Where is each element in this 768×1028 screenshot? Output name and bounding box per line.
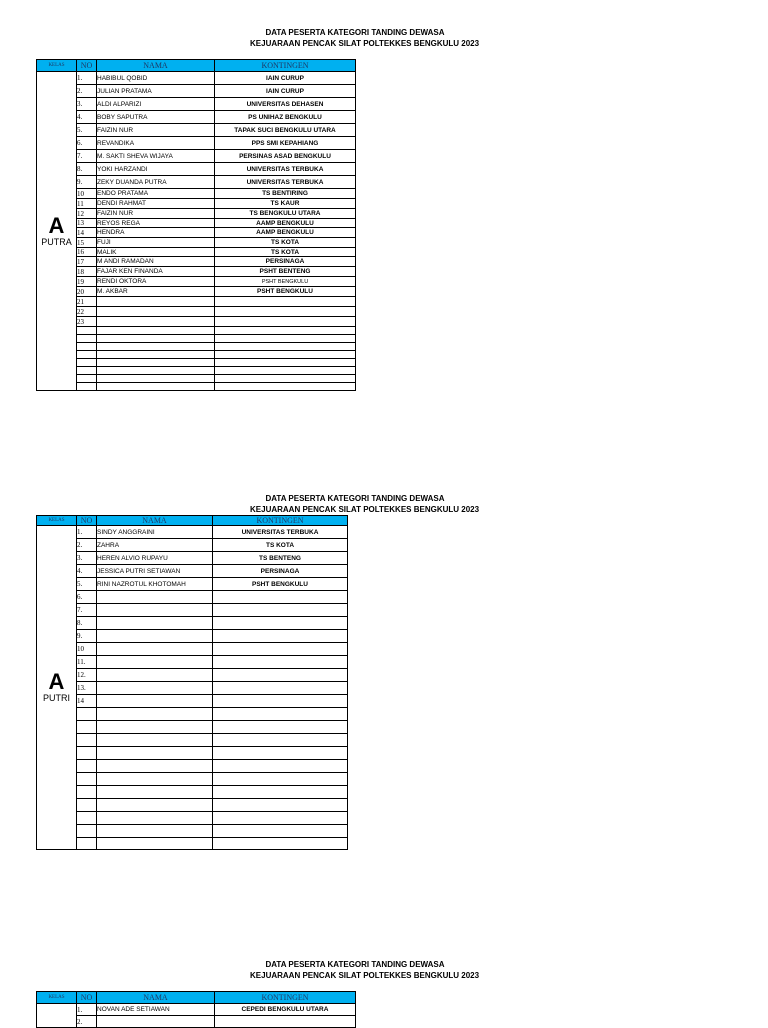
participant-name: JESSICA PUTRI SETIAWAN	[97, 565, 213, 578]
row-number: 11	[77, 199, 97, 209]
row-number	[77, 812, 97, 825]
participant-name	[97, 1016, 215, 1028]
table-row	[37, 383, 356, 391]
row-number: 17	[77, 257, 97, 267]
table-row	[37, 630, 348, 643]
participant-kontingen	[215, 351, 356, 359]
table-row	[37, 248, 356, 257]
row-number: 8.	[77, 617, 97, 630]
row-number: 7.	[77, 604, 97, 617]
participant-name: FAIZIN NUR	[97, 209, 215, 219]
row-number	[77, 747, 97, 760]
participant-kontingen	[215, 383, 356, 391]
participant-name	[97, 317, 215, 327]
participant-kontingen: PERSINAS ASAD BENGKULU	[215, 150, 356, 163]
table-row	[37, 277, 356, 287]
table-row	[37, 760, 348, 773]
participant-name: BOBY SAPUTRA	[97, 111, 215, 124]
participant-table	[36, 515, 348, 850]
kelas-gender: PUTRI	[43, 693, 70, 703]
participant-name: SINDY ANGGRAINI	[97, 526, 213, 539]
row-number: 22	[77, 307, 97, 317]
participant-name	[97, 773, 213, 786]
participant-kontingen: AAMP BENGKULU	[215, 228, 356, 238]
participant-name	[97, 604, 213, 617]
participant-name: ZAHRA	[97, 539, 213, 552]
row-number: 19	[77, 277, 97, 287]
header-nama: NAMA	[97, 992, 215, 1004]
row-number: 12	[77, 209, 97, 219]
title-line-1: DATA PESERTA KATEGORI TANDING DEWASA	[265, 494, 445, 503]
table-row	[37, 375, 356, 383]
participant-kontingen	[213, 643, 348, 656]
participant-kontingen	[213, 669, 348, 682]
table-row	[37, 565, 348, 578]
table-row	[37, 734, 348, 747]
table-row	[37, 695, 348, 708]
participant-name: DENDI RAHMAT	[97, 199, 215, 209]
participant-name: RINI NAZROTUL KHOTOMAH	[97, 578, 213, 591]
row-number: 2.	[77, 539, 97, 552]
participant-name: M. SAKTI SHEVA WIJAYA	[97, 150, 215, 163]
participant-kontingen	[213, 682, 348, 695]
participant-kontingen: IAIN CURUP	[215, 72, 356, 85]
participant-kontingen	[213, 604, 348, 617]
table-row	[37, 708, 348, 721]
table-row	[37, 1016, 356, 1028]
participant-kontingen: UNIVERSITAS TERBUKA	[215, 163, 356, 176]
participant-kontingen: UNIVERSITAS TERBUKA	[213, 526, 348, 539]
participant-name	[97, 351, 215, 359]
table-row	[37, 604, 348, 617]
participant-name	[97, 327, 215, 335]
table-row	[37, 111, 356, 124]
participant-name	[97, 383, 215, 391]
table-row	[37, 552, 348, 565]
row-number	[77, 359, 97, 367]
participant-kontingen	[213, 812, 348, 825]
participant-kontingen	[213, 734, 348, 747]
participant-name	[97, 760, 213, 773]
participant-name	[97, 695, 213, 708]
participant-name	[97, 721, 213, 734]
row-number	[77, 708, 97, 721]
header-kontingen: KONTINGEN	[215, 992, 356, 1004]
row-number	[77, 786, 97, 799]
participant-name	[97, 367, 215, 375]
row-number	[77, 838, 97, 850]
participant-kontingen	[213, 838, 348, 850]
table-row	[37, 1004, 356, 1016]
row-number: 1.	[77, 1004, 97, 1016]
participant-name	[97, 786, 213, 799]
row-number	[77, 825, 97, 838]
participant-kontingen	[213, 786, 348, 799]
participant-kontingen	[215, 327, 356, 335]
row-number: 14	[77, 695, 97, 708]
participant-name: ZEKY DUANDA PUTRA	[97, 176, 215, 189]
row-number: 12.	[77, 669, 97, 682]
header-no: NO	[77, 992, 97, 1004]
participant-name	[97, 335, 215, 343]
header-nama: NAMA	[97, 516, 213, 526]
participant-name: M. AKBAR	[97, 287, 215, 297]
table-row	[37, 317, 356, 327]
table-row	[37, 786, 348, 799]
participant-kontingen	[213, 656, 348, 669]
row-number	[77, 335, 97, 343]
participant-name	[97, 297, 215, 307]
row-number: 9.	[77, 176, 97, 189]
table-row	[37, 721, 348, 734]
row-number: 2.	[77, 1016, 97, 1028]
participant-kontingen: PSHT BENGKULU	[215, 287, 356, 297]
participant-name	[97, 617, 213, 630]
table-row	[37, 163, 356, 176]
row-number: 18	[77, 267, 97, 277]
table-row	[37, 367, 356, 375]
row-number	[77, 375, 97, 383]
row-number: 3.	[77, 98, 97, 111]
row-number	[77, 383, 97, 391]
participant-kontingen	[215, 359, 356, 367]
row-number	[77, 343, 97, 351]
participant-name	[97, 591, 213, 604]
participant-name	[97, 359, 215, 367]
table-row	[37, 287, 356, 297]
participant-name: HENDRA	[97, 228, 215, 238]
table-row	[37, 773, 348, 786]
row-number: 15	[77, 238, 97, 248]
kelas-cell	[37, 526, 77, 850]
participant-name: FUJI	[97, 238, 215, 248]
kelas-letter: A	[48, 669, 65, 694]
table-row	[37, 825, 348, 838]
participant-kontingen	[215, 307, 356, 317]
table-row	[37, 799, 348, 812]
table-row	[37, 359, 356, 367]
participant-kontingen	[215, 1016, 356, 1028]
table-row	[37, 267, 356, 277]
header-no: NO	[77, 60, 97, 72]
table-row	[37, 351, 356, 359]
row-number: 20	[77, 287, 97, 297]
row-number: 4.	[77, 111, 97, 124]
participant-kontingen: PPS SMI KEPAHIANG	[215, 137, 356, 150]
table-row	[37, 327, 356, 335]
participant-name	[97, 307, 215, 317]
header-kelas: KELAS	[37, 516, 77, 526]
participant-kontingen: TS BENTIRING	[215, 189, 356, 199]
participant-name	[97, 734, 213, 747]
participant-table	[36, 59, 356, 391]
participant-name: FAIZIN NUR	[97, 124, 215, 137]
header-no: NO	[77, 516, 97, 526]
title-line-1: DATA PESERTA KATEGORI TANDING DEWASA	[265, 28, 445, 37]
participant-name: YOKI HARZANDI	[97, 163, 215, 176]
participant-name	[97, 799, 213, 812]
participant-kontingen	[215, 343, 356, 351]
title-line-2: KEJUARAAN PENCAK SILAT POLTEKKES BENGKULU 2023	[250, 505, 480, 514]
participant-table	[36, 991, 356, 1028]
participant-kontingen	[215, 317, 356, 327]
participant-kontingen	[213, 721, 348, 734]
participant-kontingen	[213, 760, 348, 773]
row-number: 9.	[77, 630, 97, 643]
table-row	[37, 617, 348, 630]
participant-name: RENDI OKTORA	[97, 277, 215, 287]
table-row	[37, 669, 348, 682]
table-row	[37, 812, 348, 825]
table-row	[37, 257, 356, 267]
table-row	[37, 176, 356, 189]
kelas-letter: A	[48, 212, 65, 238]
row-number: 3.	[77, 552, 97, 565]
row-number: 6.	[77, 591, 97, 604]
participant-kontingen: TS BENTENG	[213, 552, 348, 565]
participant-name	[97, 708, 213, 721]
participant-kontingen	[213, 799, 348, 812]
row-number: 16	[77, 248, 97, 257]
row-number: 14	[77, 228, 97, 238]
participant-kontingen: UNIVERSITAS DEHASEN	[215, 98, 356, 111]
section-title	[250, 959, 480, 981]
kelas-gender: PUTRA	[41, 236, 72, 247]
table-row	[37, 307, 356, 317]
header-kelas: KELAS	[37, 60, 77, 72]
table-row	[37, 335, 356, 343]
table-row	[37, 578, 348, 591]
participant-kontingen: TS KAUR	[215, 199, 356, 209]
participant-kontingen: PSHT BENGKULU	[213, 578, 348, 591]
table-row	[37, 219, 356, 228]
row-number: 23	[77, 317, 97, 327]
table-row	[37, 72, 356, 85]
header-nama: NAMA	[97, 60, 215, 72]
row-number: 5.	[77, 578, 97, 591]
participant-kontingen	[213, 695, 348, 708]
participant-kontingen: PERSINAGA	[213, 565, 348, 578]
table-row	[37, 656, 348, 669]
participant-name	[97, 630, 213, 643]
participant-name: MALIK	[97, 248, 215, 257]
participant-kontingen: TS KOTA	[213, 539, 348, 552]
section-title	[250, 493, 480, 515]
table-row	[37, 137, 356, 150]
row-number	[77, 327, 97, 335]
table-row	[37, 838, 348, 850]
row-number: 1.	[77, 72, 97, 85]
table-row	[37, 238, 356, 248]
kelas-cell	[37, 72, 77, 391]
participant-kontingen: UNIVERSITAS TERBUKA	[215, 176, 356, 189]
participant-name	[97, 812, 213, 825]
row-number: 7.	[77, 150, 97, 163]
section-title	[250, 27, 480, 49]
header-kontingen: KONTINGEN	[213, 516, 348, 526]
participant-kontingen: TS BENGKULU UTARA	[215, 209, 356, 219]
participant-kontingen	[213, 708, 348, 721]
row-number: 2.	[77, 85, 97, 98]
table-row	[37, 682, 348, 695]
row-number	[77, 351, 97, 359]
participant-kontingen: AAMP BENGKULU	[215, 219, 356, 228]
table-row	[37, 539, 348, 552]
participant-name: HEREN ALVIO RUPAYU	[97, 552, 213, 565]
row-number: 11.	[77, 656, 97, 669]
participant-kontingen	[213, 591, 348, 604]
row-number: 21	[77, 297, 97, 307]
participant-kontingen	[213, 747, 348, 760]
row-number: 1.	[77, 526, 97, 539]
participant-name	[97, 643, 213, 656]
row-number: 5.	[77, 124, 97, 137]
participant-kontingen: TS KOTA	[215, 248, 356, 257]
table-row	[37, 343, 356, 351]
participant-kontingen: PSHT BENGKULU	[215, 277, 356, 287]
row-number: 10	[77, 189, 97, 199]
row-number: 13.	[77, 682, 97, 695]
participant-kontingen	[215, 335, 356, 343]
title-line-2: KEJUARAAN PENCAK SILAT POLTEKKES BENGKULU 2023	[250, 971, 480, 980]
participant-kontingen: PERSINAGA	[215, 257, 356, 267]
participant-kontingen	[215, 297, 356, 307]
participant-name: ALDI ALPARIZI	[97, 98, 215, 111]
table-row	[37, 228, 356, 238]
participant-name	[97, 669, 213, 682]
table-row	[37, 209, 356, 219]
row-number: 4.	[77, 565, 97, 578]
participant-name	[97, 375, 215, 383]
header-kontingen: KONTINGEN	[215, 60, 356, 72]
participant-name: REVANDIKA	[97, 137, 215, 150]
participant-name	[97, 343, 215, 351]
participant-kontingen: TS KOTA	[215, 238, 356, 248]
participant-name	[97, 682, 213, 695]
row-number	[77, 734, 97, 747]
participant-kontingen	[213, 773, 348, 786]
row-number	[77, 721, 97, 734]
participant-name: JULIAN PRATAMA	[97, 85, 215, 98]
participant-name: NOVAN ADE SETIAWAN	[97, 1004, 215, 1016]
participant-kontingen: PS UNIHAZ BENGKULU	[215, 111, 356, 124]
row-number	[77, 760, 97, 773]
table-row	[37, 591, 348, 604]
row-number	[77, 367, 97, 375]
participant-name	[97, 656, 213, 669]
participant-name	[97, 747, 213, 760]
table-row	[37, 189, 356, 199]
participant-name: M ANDI RAMADAN	[97, 257, 215, 267]
table-row	[37, 747, 348, 760]
title-line-1: DATA PESERTA KATEGORI TANDING DEWASA	[265, 960, 445, 969]
table-row	[37, 199, 356, 209]
participant-kontingen	[213, 617, 348, 630]
table-row	[37, 526, 348, 539]
table-row	[37, 643, 348, 656]
participant-kontingen: IAIN CURUP	[215, 85, 356, 98]
header-kelas: KELAS	[37, 992, 77, 1004]
participant-name	[97, 825, 213, 838]
participant-kontingen	[215, 367, 356, 375]
row-number: 8.	[77, 163, 97, 176]
participant-kontingen: CEPEDI BENGKULU UTARA	[215, 1004, 356, 1016]
participant-kontingen	[213, 825, 348, 838]
participant-kontingen: TAPAK SUCI BENGKULU UTARA	[215, 124, 356, 137]
title-line-2: KEJUARAAN PENCAK SILAT POLTEKKES BENGKULU 2023	[250, 39, 480, 48]
row-number	[77, 799, 97, 812]
participant-name: HABIBUL QOBID	[97, 72, 215, 85]
table-row	[37, 85, 356, 98]
row-number	[77, 773, 97, 786]
participant-kontingen: PSHT BENTENG	[215, 267, 356, 277]
row-number: 13	[77, 219, 97, 228]
table-row	[37, 150, 356, 163]
table-row	[37, 124, 356, 137]
participant-name: ENDO PRATAMA	[97, 189, 215, 199]
table-row	[37, 297, 356, 307]
table-row	[37, 98, 356, 111]
participant-name	[97, 838, 213, 850]
participant-kontingen	[213, 630, 348, 643]
row-number: 10	[77, 643, 97, 656]
participant-kontingen	[215, 375, 356, 383]
participant-name: FAJAR KEN FINANDA	[97, 267, 215, 277]
row-number: 6.	[77, 137, 97, 150]
participant-name: REYOS REGA	[97, 219, 215, 228]
